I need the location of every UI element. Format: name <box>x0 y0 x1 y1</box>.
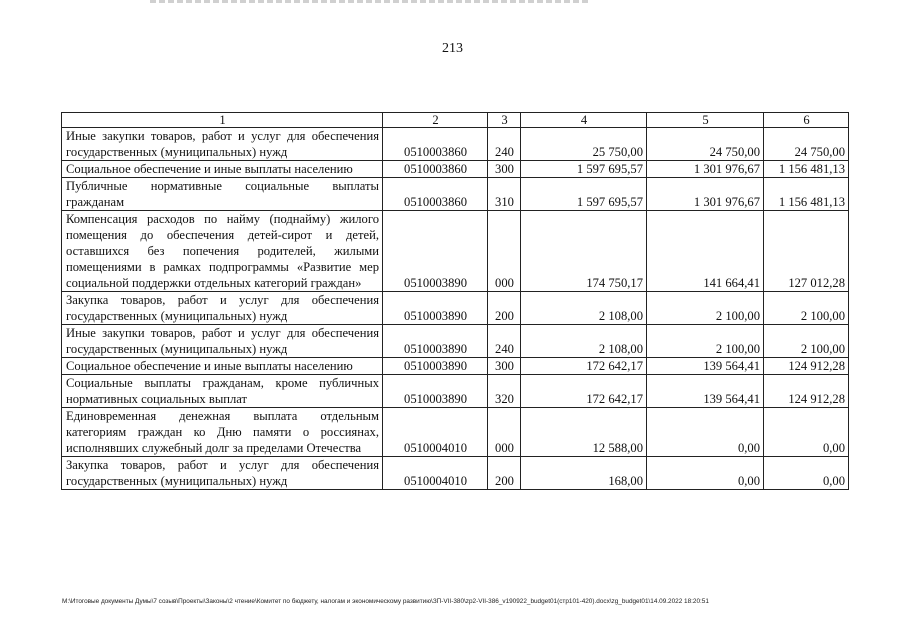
cell-name: Публичные нормативные социальные выплаты гражданам <box>62 178 383 211</box>
cell-csr: 0510003860 <box>383 128 488 161</box>
cell-v3: 127 012,28 <box>764 211 849 292</box>
cell-v1: 1 597 695,57 <box>521 161 647 178</box>
cell-v2: 2 100,00 <box>647 292 764 325</box>
cell-vr: 320 <box>488 375 521 408</box>
cell-csr: 0510003890 <box>383 325 488 358</box>
table-row <box>62 408 849 457</box>
table-row <box>62 358 849 375</box>
cell-v1: 174 750,17 <box>521 211 647 292</box>
cell-v2: 141 664,41 <box>647 211 764 292</box>
budget-table <box>61 112 849 490</box>
cell-name: Закупка товаров, работ и услуг для обеспечения государственных (муниципальных) нужд <box>62 457 383 490</box>
cell-name: Компенсация расходов по найму (поднайму) жилого помещения до обеспечения детей-сирот и детей, оставшихся без попечения родителей, жилыми помещениями в рамках подпрограммы «Развитие мер социальной поддержки отдельных категорий граждан» <box>62 211 383 292</box>
page-number: 213 <box>442 41 463 56</box>
cell-v1: 2 108,00 <box>521 292 647 325</box>
cell-vr: 200 <box>488 457 521 490</box>
cell-v3: 24 750,00 <box>764 128 849 161</box>
cell-v3: 124 912,28 <box>764 375 849 408</box>
cell-v2: 1 301 976,67 <box>647 178 764 211</box>
cell-v1: 172 642,17 <box>521 375 647 408</box>
column-header: 2 <box>383 113 488 128</box>
scan-artifact <box>150 0 590 3</box>
column-header: 5 <box>647 113 764 128</box>
cell-v2: 1 301 976,67 <box>647 161 764 178</box>
table-row <box>62 161 849 178</box>
cell-name: Социальные выплаты гражданам, кроме публичных нормативных социальных выплат <box>62 375 383 408</box>
cell-v2: 139 564,41 <box>647 358 764 375</box>
cell-vr: 300 <box>488 161 521 178</box>
column-header: 4 <box>521 113 647 128</box>
cell-csr: 0510003890 <box>383 375 488 408</box>
cell-csr: 0510004010 <box>383 457 488 490</box>
cell-v1: 172 642,17 <box>521 358 647 375</box>
cell-vr: 000 <box>488 408 521 457</box>
cell-vr: 240 <box>488 128 521 161</box>
cell-v3: 0,00 <box>764 408 849 457</box>
table-row <box>62 178 849 211</box>
cell-vr: 240 <box>488 325 521 358</box>
cell-v1: 1 597 695,57 <box>521 178 647 211</box>
cell-name: Иные закупки товаров, работ и услуг для обеспечения государственных (муниципальных) нужд <box>62 128 383 161</box>
cell-csr: 0510003860 <box>383 178 488 211</box>
table-row <box>62 292 849 325</box>
cell-csr: 0510004010 <box>383 408 488 457</box>
column-header: 1 <box>62 113 383 128</box>
table-row <box>62 375 849 408</box>
cell-v1: 25 750,00 <box>521 128 647 161</box>
cell-v2: 139 564,41 <box>647 375 764 408</box>
cell-csr: 0510003860 <box>383 161 488 178</box>
cell-name: Иные закупки товаров, работ и услуг для обеспечения государственных (муниципальных) нужд <box>62 325 383 358</box>
cell-vr: 200 <box>488 292 521 325</box>
cell-v2: 0,00 <box>647 408 764 457</box>
cell-name: Закупка товаров, работ и услуг для обеспечения государственных (муниципальных) нужд <box>62 292 383 325</box>
cell-v3: 124 912,28 <box>764 358 849 375</box>
cell-v1: 168,00 <box>521 457 647 490</box>
cell-csr: 0510003890 <box>383 211 488 292</box>
cell-vr: 310 <box>488 178 521 211</box>
cell-name: Социальное обеспечение и иные выплаты населению <box>62 161 383 178</box>
table-header-row <box>62 113 849 128</box>
file-path-footer: M:\Итоговые документы Думы\7 созыв\Проекты\Законы\2 чтение\Комитет по бюджету, налогам и экономическому развитию\ЗП-VII-380\zp2-VII-386_v190922_budget01(стр101-420).docx\zg_budget01\14.09.2022 18:20:51 <box>62 598 709 605</box>
cell-name: Единовременная денежная выплата отдельным категориям граждан ко Дню памяти о россиянах, исполнявших служебный долг за пределами Отечества <box>62 408 383 457</box>
cell-v2: 24 750,00 <box>647 128 764 161</box>
cell-vr: 300 <box>488 358 521 375</box>
cell-v3: 1 156 481,13 <box>764 178 849 211</box>
cell-v3: 2 100,00 <box>764 292 849 325</box>
cell-v3: 0,00 <box>764 457 849 490</box>
cell-v3: 1 156 481,13 <box>764 161 849 178</box>
table-row <box>62 325 849 358</box>
cell-csr: 0510003890 <box>383 358 488 375</box>
cell-csr: 0510003890 <box>383 292 488 325</box>
cell-v1: 2 108,00 <box>521 325 647 358</box>
column-header: 6 <box>764 113 849 128</box>
table-row <box>62 211 849 292</box>
table-row <box>62 457 849 490</box>
cell-v1: 12 588,00 <box>521 408 647 457</box>
cell-vr: 000 <box>488 211 521 292</box>
column-header: 3 <box>488 113 521 128</box>
cell-name: Социальное обеспечение и иные выплаты населению <box>62 358 383 375</box>
cell-v3: 2 100,00 <box>764 325 849 358</box>
cell-v2: 2 100,00 <box>647 325 764 358</box>
cell-v2: 0,00 <box>647 457 764 490</box>
table-row <box>62 128 849 161</box>
